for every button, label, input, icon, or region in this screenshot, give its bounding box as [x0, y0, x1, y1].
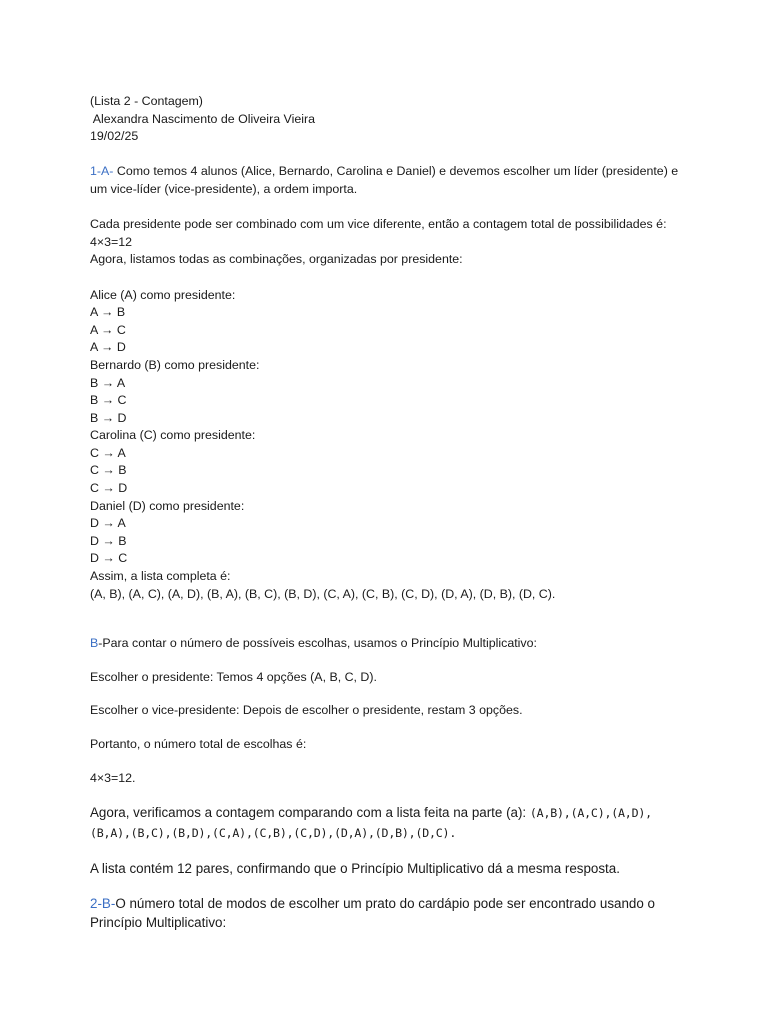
- group-title-alice: Alice (A) como presidente:: [90, 287, 236, 302]
- q1b-intro-text: -Para contar o número de possíveis escolhas, usamos o Princípio Multiplicativo:: [98, 636, 537, 651]
- document-date: 19/02/25: [90, 129, 139, 144]
- spacer: [90, 787, 690, 803]
- q1a-total-text: Cada presidente pode ser combinado com um vice diferente, então a contagem total de possibilidades é:: [90, 217, 667, 232]
- pair-item: A → B: [90, 305, 126, 320]
- spacer: [90, 878, 690, 894]
- q1b-formula: 4×3=12.: [90, 770, 136, 785]
- pair-item: D → C: [90, 551, 128, 566]
- q1b-step1: Escolher o presidente: Temos 4 opções (A, B, C, D).: [90, 669, 377, 684]
- spacer: [90, 603, 690, 635]
- pair-item: D → B: [90, 533, 127, 548]
- q1b-conclusion: Portanto, o número total de escolhas é:: [90, 737, 307, 751]
- spacer: [90, 720, 690, 736]
- q1a-intro: [90, 163, 690, 198]
- q1a-label: 1-A-: [90, 164, 114, 179]
- q1a-total-formula: 4×3=12: [90, 234, 133, 249]
- pair-item: A → C: [90, 322, 126, 337]
- q2b-label: 2-B-: [90, 896, 116, 912]
- spacer: [90, 269, 690, 287]
- q1b-final: A lista contém 12 pares, confirmando que o Princípio Multiplicativo dá a mesma resposta.: [90, 861, 620, 877]
- pair-item: C → B: [90, 463, 127, 478]
- spacer: [90, 686, 690, 702]
- pair-item: A → D: [90, 340, 126, 355]
- group-title-carolina: Carolina (C) como presidente:: [90, 428, 256, 443]
- q1b-verify-text: Agora, verificamos a contagem comparando com a lista feita na parte (a):: [90, 805, 527, 821]
- pair-item: C → D: [90, 481, 128, 496]
- spacer: [90, 653, 690, 669]
- document-page: [90, 93, 690, 932]
- q2b-intro: [90, 894, 690, 932]
- group-title-daniel: Daniel (D) como presidente:: [90, 498, 245, 513]
- pair-item: B → A: [90, 375, 126, 390]
- group-title-bernardo: Bernardo (B) como presidente:: [90, 357, 260, 372]
- q2b-intro-text: O número total de modos de escolher um prato do cardápio pode ser encontrado usando o Princípio Multiplicativo:: [90, 896, 655, 931]
- complete-list-label: Assim, a lista completa é:: [90, 569, 231, 584]
- author-name: Alexandra Nascimento de Oliveira Vieira: [90, 111, 315, 126]
- q1a-intro-text: Como temos 4 alunos (Alice, Bernardo, Carolina e Daniel) e devemos escolher um líder (presidente) e um vice-líder (vice-presidente), a ordem importa.: [90, 164, 679, 196]
- pair-item: B → C: [90, 393, 127, 408]
- pair-item: C → A: [90, 445, 126, 460]
- pair-item: B → D: [90, 410, 127, 425]
- spacer: [90, 754, 690, 770]
- q1b-step2: Escolher o vice-presidente: Depois de escolher o presidente, restam 3 opções.: [90, 703, 523, 718]
- q1b-label: B: [90, 636, 99, 651]
- spacer: [90, 199, 690, 217]
- spacer: [90, 146, 690, 164]
- pair-item: D → A: [90, 516, 126, 531]
- q1a-listing-intro: Agora, listamos todas as combinações, organizadas por presidente:: [90, 252, 463, 267]
- spacer: [90, 843, 690, 859]
- list-title: (Lista 2 - Contagem): [90, 94, 203, 108]
- q1b-verify: [90, 803, 690, 843]
- q1b-verify-list: (A,B),(A,C),(A,D),(B,A),(B,C),(B,D),(C,A),(C,B),(C,D),(D,A),(D,B),(D,C).: [90, 806, 652, 841]
- complete-list: (A, B), (A, C), (A, D), (B, A), (B, C), (B, D), (C, A), (C, B), (C, D), (D, A), (D, B), (D, C).: [90, 586, 556, 601]
- q1b-intro: [90, 635, 690, 653]
